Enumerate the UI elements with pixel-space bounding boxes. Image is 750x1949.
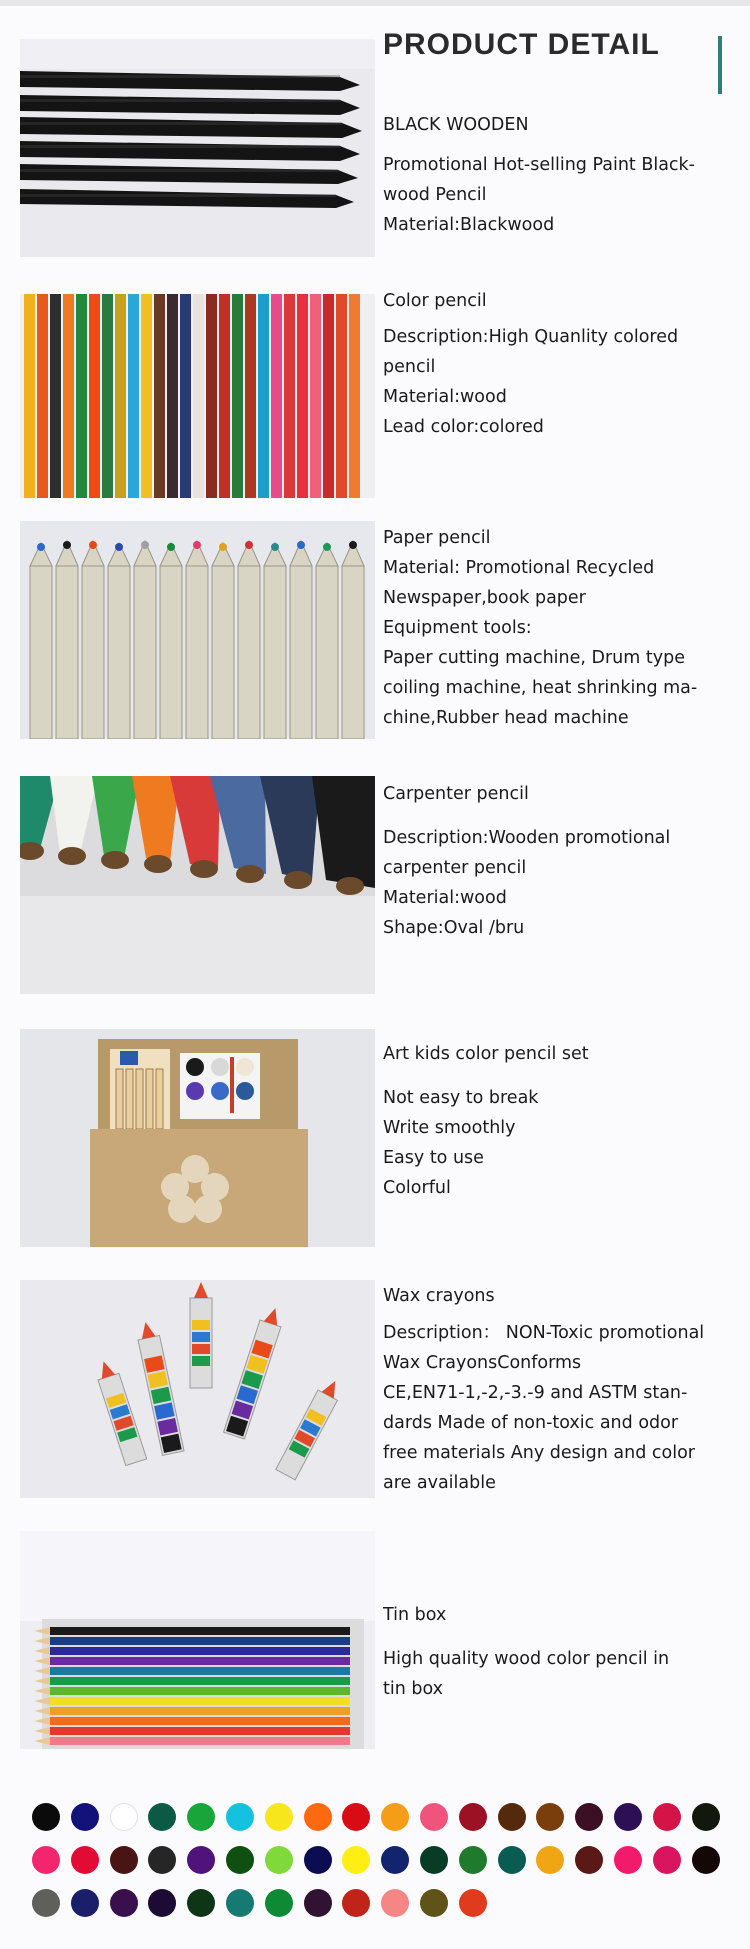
product-info-wax-crayons: [383, 1281, 723, 1498]
color-swatch: [420, 1803, 448, 1831]
carpenter-pencil-image: [20, 776, 375, 994]
product-line: Not easy to break: [383, 1088, 539, 1108]
color-swatch: [459, 1889, 487, 1917]
product-line: wood Pencil: [383, 185, 487, 205]
color-swatch: [692, 1803, 720, 1831]
color-swatch: [575, 1846, 603, 1874]
color-swatch: [32, 1846, 60, 1874]
color-swatch: [110, 1889, 138, 1917]
color-swatch: [148, 1889, 176, 1917]
color-swatch: [304, 1803, 332, 1831]
color-swatch: [71, 1846, 99, 1874]
product-line: Easy to use: [383, 1148, 484, 1168]
color-swatch: [459, 1803, 487, 1831]
color-swatch: [653, 1803, 681, 1831]
product-info-black-wooden: [383, 110, 723, 240]
color-swatch: [265, 1846, 293, 1874]
paper-pencil-image: [20, 521, 375, 739]
product-name: Tin box: [383, 1605, 447, 1625]
product-line: chine,Rubber head machine: [383, 708, 629, 728]
color-swatch: [71, 1889, 99, 1917]
color-swatch: [226, 1846, 254, 1874]
color-swatch: [381, 1889, 409, 1917]
product-name: Paper pencil: [383, 528, 491, 548]
product-info-paper-pencil: [383, 523, 723, 733]
product-line: High quality wood color pencil in: [383, 1649, 670, 1669]
color-swatch: [110, 1846, 138, 1874]
color-swatch: [342, 1846, 370, 1874]
color-swatch: [265, 1803, 293, 1831]
product-line: Paper cutting machine, Drum type: [383, 648, 685, 668]
color-swatch: [381, 1803, 409, 1831]
color-swatch: [226, 1803, 254, 1831]
color-swatch: [148, 1803, 176, 1831]
product-line: Wax CrayonsConforms: [383, 1353, 582, 1373]
art-kids-set-image: [20, 1029, 375, 1247]
page-title: PRODUCT DETAIL: [383, 28, 660, 61]
color-swatch: [381, 1846, 409, 1874]
color-swatch: [692, 1846, 720, 1874]
product-line: free materials Any design and color: [383, 1443, 695, 1463]
product-name: Wax crayons: [383, 1286, 495, 1306]
product-line: Write smoothly: [383, 1118, 516, 1138]
color-swatch: [148, 1846, 176, 1874]
product-line: Description:High Quanlity colored: [383, 327, 679, 347]
color-swatch: [498, 1803, 526, 1831]
color-swatch: [187, 1889, 215, 1917]
product-line: Colorful: [383, 1178, 451, 1198]
color-swatch: [110, 1803, 138, 1831]
product-line: Material:wood: [383, 888, 507, 908]
product-line: Lead color:colored: [383, 417, 544, 437]
product-line: Shape:Oval /bru: [383, 918, 525, 938]
top-divider: [0, 0, 750, 6]
product-name: Art kids color pencil set: [383, 1044, 589, 1064]
product-line: carpenter pencil: [383, 858, 527, 878]
product-line: Newspaper,book paper: [383, 588, 586, 608]
product-name: BLACK WOODEN: [383, 115, 529, 135]
black-wooden-pencil-image: [20, 39, 375, 257]
product-info-carpenter-pencil: [383, 779, 723, 943]
product-info-art-kids-set: [383, 1039, 723, 1203]
color-swatch: [304, 1889, 332, 1917]
color-swatch: [187, 1803, 215, 1831]
product-line: Material:Blackwood: [383, 215, 555, 235]
product-line: tin box: [383, 1679, 444, 1699]
color-swatch: [32, 1889, 60, 1917]
product-name: Color pencil: [383, 291, 487, 311]
color-swatch: [304, 1846, 332, 1874]
color-swatch: [187, 1846, 215, 1874]
product-line: CE,EN71-1,-2,-3.-9 and ASTM stan-: [383, 1383, 688, 1403]
product-name: Carpenter pencil: [383, 784, 529, 804]
tin-box-image: [20, 1531, 375, 1749]
color-swatch: [536, 1803, 564, 1831]
product-line: dards Made of non-toxic and odor: [383, 1413, 679, 1433]
color-swatch: [614, 1803, 642, 1831]
product-line: Description:Wooden promotional: [383, 828, 671, 848]
product-line: Description： NON-Toxic promotional: [383, 1323, 705, 1343]
color-swatch: [575, 1803, 603, 1831]
product-info-tin-box: [383, 1600, 723, 1704]
color-swatch: [653, 1846, 681, 1874]
color-swatch: [420, 1846, 448, 1874]
color-swatch: [32, 1803, 60, 1831]
title-accent-bar: [718, 36, 722, 94]
color-swatch: [614, 1846, 642, 1874]
product-line: coiling machine, heat shrinking ma-: [383, 678, 698, 698]
color-swatch: [342, 1889, 370, 1917]
color-swatch: [536, 1846, 564, 1874]
product-line: pencil: [383, 357, 436, 377]
product-line: Equipment tools:: [383, 618, 532, 638]
product-line: are available: [383, 1473, 496, 1493]
color-swatch: [265, 1889, 293, 1917]
color-swatch: [498, 1846, 526, 1874]
color-swatch: [420, 1889, 448, 1917]
color-swatch: [71, 1803, 99, 1831]
color-swatch: [459, 1846, 487, 1874]
product-info-color-pencil: [383, 286, 723, 442]
wax-crayons-image: [20, 1280, 375, 1498]
product-line: Material:wood: [383, 387, 507, 407]
product-line: Material: Promotional Recycled: [383, 558, 655, 578]
color-swatch: [226, 1889, 254, 1917]
color-pencil-image: [20, 280, 375, 498]
color-swatch: [342, 1803, 370, 1831]
product-line: Promotional Hot-selling Paint Black-: [383, 155, 695, 175]
